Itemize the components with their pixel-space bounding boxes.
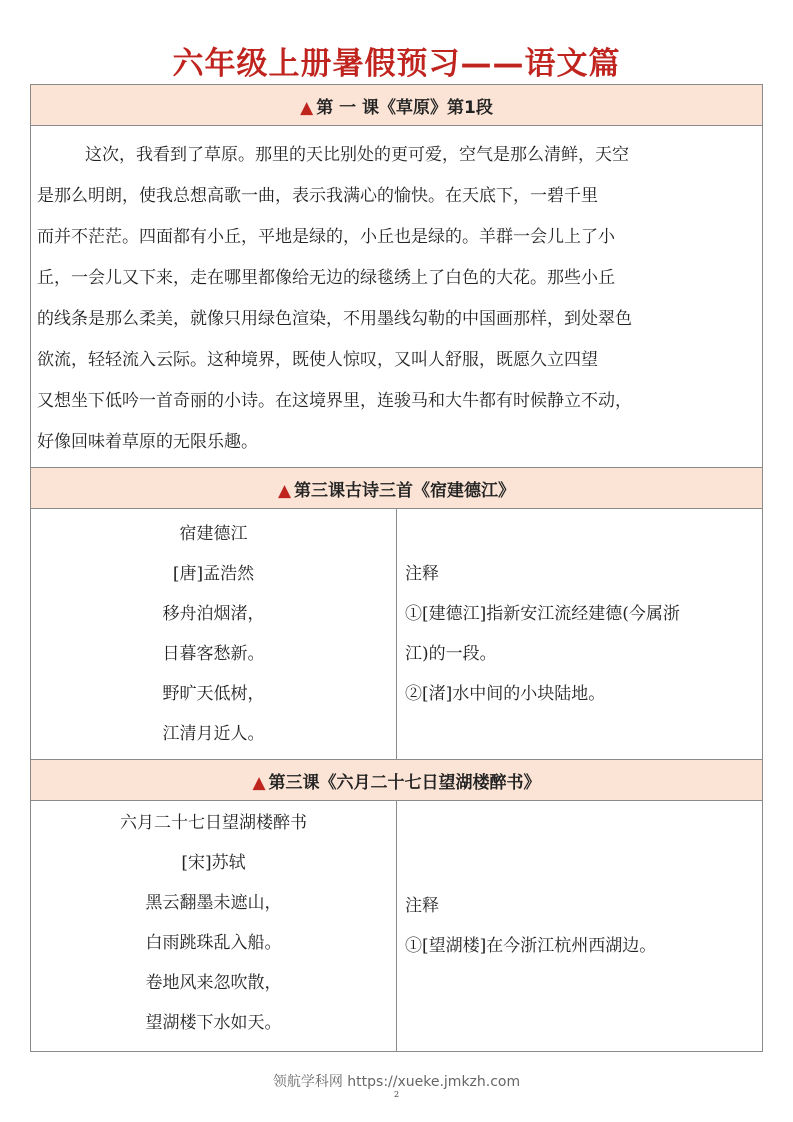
- passage-line: 丘，一会儿又下来，走在哪里都像给无边的绿毯绣上了白色的大花。那些小丘: [37, 268, 615, 288]
- note-item: 江)的一段。: [405, 644, 497, 664]
- section1-heading: 第 一 课《草原》第1段: [316, 97, 493, 118]
- section1-body: [31, 126, 763, 468]
- notes-label: 注释: [405, 564, 439, 584]
- section3-notes-cell: [397, 801, 763, 1052]
- note-item: ②[渚]水中间的小块陆地。: [405, 684, 606, 704]
- passage-line: 又想坐下低吟一首奇丽的小诗。在这境界里，连骏马和大牛都有时候静立不动，: [37, 391, 632, 411]
- poem-author: [唐]孟浩然: [172, 564, 255, 584]
- section2-heading: 第三课古诗三首《宿建德江》: [294, 480, 516, 501]
- triangle-icon: ▲: [277, 480, 292, 501]
- passage-line: 好像回味着草原的无限乐趣。: [37, 432, 258, 452]
- passage-line: 而并不茫茫。四面都有小丘，平地是绿的，小丘也是绿的。羊群一会儿上了小: [37, 227, 615, 247]
- note-item: ①[望湖楼]在今浙江杭州西湖边。: [405, 936, 657, 956]
- triangle-icon: ▲: [300, 97, 314, 118]
- passage-line: 的线条是那么柔美，就像只用绿色渲染，不用墨线勾勒的中国画那样，到处翠色: [37, 309, 632, 329]
- section3-heading: 第三课《六月二十七日望湖楼醉书》: [268, 772, 541, 793]
- notes: [397, 886, 762, 966]
- poem: [31, 801, 396, 1043]
- page-number: 2: [393, 1090, 400, 1099]
- poem-line: 野旷天低树，: [162, 684, 265, 704]
- notes-label: 注释: [405, 896, 439, 916]
- poem-line: 卷地风来忽吹散，: [145, 973, 282, 993]
- poem-line: 白雨跳珠乱入船。: [145, 933, 282, 953]
- page-title: 六年级上册暑假预习——语文篇: [172, 46, 621, 82]
- footer-watermark: 领航学科网 https://xueke.jmkzh.com: [272, 1074, 521, 1090]
- section2-poem-cell: [31, 509, 397, 760]
- section3-header: [31, 760, 763, 801]
- section1-header: [31, 85, 763, 126]
- poem-title: 宿建德江: [179, 524, 248, 544]
- poem-line: 黑云翻墨未遮山，: [145, 893, 282, 913]
- poem-line: 江清月近人。: [162, 724, 265, 744]
- poem: [31, 509, 396, 754]
- passage-line: 这次，我看到了草原。那里的天比别处的更可爱，空气是那么清鲜，天空: [85, 145, 629, 165]
- section2-header: [31, 468, 763, 509]
- poem-line: 望湖楼下水如天。: [145, 1013, 282, 1033]
- notes: [397, 554, 762, 714]
- poem-line: 移舟泊烟渚，: [162, 604, 265, 624]
- passage: [31, 126, 762, 467]
- triangle-icon: ▲: [252, 772, 266, 793]
- content-table: [30, 84, 763, 1052]
- passage-line: 欲流，轻轻流入云际。这种境界，既使人惊叹，又叫人舒服，既愿久立四望: [37, 350, 598, 370]
- note-item: ①[建德江]指新安江流经建德(今属浙: [405, 604, 680, 624]
- section2-notes-cell: [397, 509, 763, 760]
- poem-line: 日暮客愁新。: [162, 644, 265, 664]
- poem-title: 六月二十七日望湖楼醉书: [120, 813, 307, 833]
- poem-author: [宋]苏轼: [181, 853, 246, 873]
- section3-poem-cell: [31, 801, 397, 1052]
- passage-line: 是那么明朗，使我总想高歌一曲，表示我满心的愉快。在天底下，一碧千里: [37, 186, 598, 206]
